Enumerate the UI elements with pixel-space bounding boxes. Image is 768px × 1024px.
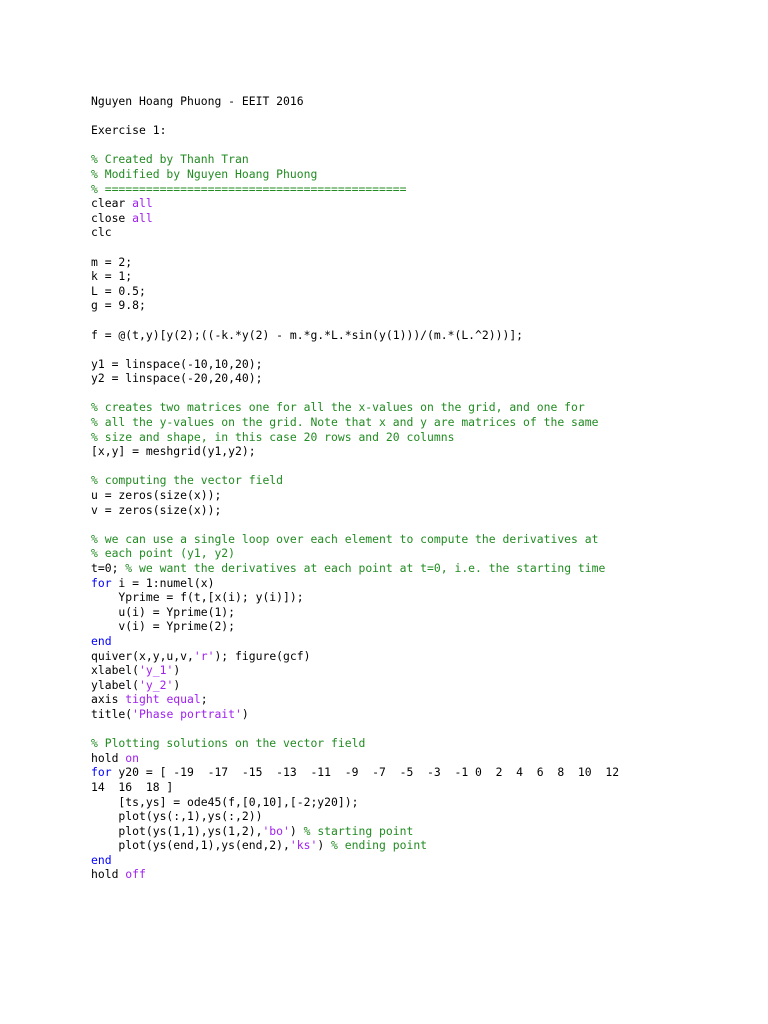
- code-token-plain: g = 9.8;: [91, 298, 146, 313]
- code-line: [91, 590, 731, 605]
- code-token-plain: ): [173, 677, 181, 692]
- code-token-plain: xlabel(: [91, 663, 140, 678]
- code-token-plain: 14 16 18 ]: [91, 779, 174, 794]
- code-token-keyword: end: [91, 852, 112, 867]
- code-line: [91, 765, 731, 780]
- code-token-comment: % each point (y1, y2): [91, 546, 236, 561]
- exercise-title: Exercise 1:: [91, 123, 167, 138]
- code-token-plain: y2 = linspace(-20,20,40);: [91, 371, 263, 386]
- code-line: [91, 678, 731, 693]
- code-token-string: 'y_1': [139, 663, 174, 678]
- code-token-plain: [x,y] = meshgrid(y1,y2);: [91, 444, 256, 459]
- code-token-comment: % Plotting solutions on the vector field: [91, 736, 366, 751]
- code-line: [91, 619, 731, 634]
- code-token-plain: ): [317, 838, 332, 853]
- code-line: [91, 663, 731, 678]
- code-token-plain: v = zeros(size(x));: [91, 502, 222, 517]
- code-line: [91, 605, 731, 620]
- code-line: [91, 342, 731, 357]
- author-line: Nguyen Hoang Phuong - EEIT 2016: [91, 94, 304, 108]
- code-token-plain: u = zeros(size(x));: [91, 488, 222, 503]
- code-line: [91, 225, 731, 240]
- code-line: [91, 371, 731, 386]
- code-token-plain: plot(ys(1,1),ys(1,2),: [91, 823, 263, 838]
- code-line: [91, 809, 731, 824]
- code-token-comment: % we can use a single loop over each element to compute the derivatives at: [91, 531, 599, 546]
- code-token-comment: % starting point: [303, 823, 414, 838]
- code-token-plain: [ts,ys] = ode45(f,[0,10],[-2;y20]);: [91, 794, 359, 809]
- code-line: [91, 313, 731, 328]
- code-token-plain: hold: [91, 867, 126, 882]
- code-line: [91, 152, 731, 167]
- code-token-plain: k = 1;: [91, 269, 133, 284]
- code-line: [91, 517, 731, 532]
- code-token-comment: % Created by Thanh Tran: [91, 152, 249, 167]
- code-token-plain: axis: [91, 692, 126, 707]
- code-token-plain: y1 = linspace(-10,10,20);: [91, 356, 263, 371]
- code-line: [91, 736, 731, 751]
- code-token-comment: % ending point: [331, 838, 428, 853]
- code-token-string: 'bo': [262, 823, 290, 838]
- code-line: [91, 357, 731, 372]
- code-line: [91, 430, 731, 445]
- code-token-plain: Yprime = f(t,[x(i); y(i)]);: [91, 590, 304, 605]
- code-token-plain: ): [289, 823, 304, 838]
- code-token-plain: i = 1:numel(x): [111, 575, 215, 590]
- code-listing: [91, 94, 731, 882]
- code-line: [91, 692, 731, 707]
- code-token-keyword: end: [91, 633, 112, 648]
- code-token-string: 'ks': [289, 838, 318, 853]
- code-token-plain: clear: [91, 196, 133, 211]
- code-token-plain: u(i) = Yprime(1);: [91, 604, 236, 619]
- code-line: [91, 211, 731, 226]
- code-token-plain: ;: [200, 692, 208, 707]
- code-token-keyword: for: [91, 575, 112, 590]
- code-line: [91, 255, 731, 270]
- code-line: [91, 167, 731, 182]
- code-line: [91, 182, 731, 197]
- code-line: [91, 576, 731, 591]
- code-line: [91, 634, 731, 649]
- blank-line: [91, 109, 731, 124]
- code-token-string: 'Phase portrait': [132, 706, 242, 721]
- code-line: [91, 649, 731, 664]
- code-line: [91, 459, 731, 474]
- code-token-plain: plot(ys(end,1),ys(end,2),: [91, 838, 290, 853]
- code-token-comment: % Modified by Nguyen Hoang Phuong: [91, 166, 318, 181]
- code-token-plain: title(: [91, 706, 133, 721]
- code-token-plain: y20 = [ -19 -17 -15 -13 -11 -9 -7 -5 -3 -1 0 2 4 6 8 10 12: [111, 765, 620, 780]
- code-body: [91, 152, 731, 882]
- code-line: [91, 795, 731, 810]
- code-token-string: all: [132, 210, 153, 225]
- code-line: [91, 284, 731, 299]
- code-token-plain: t=0;: [91, 561, 126, 575]
- code-line: [91, 722, 731, 737]
- code-token-plain: ylabel(: [91, 677, 140, 692]
- code-token-string: all: [132, 196, 153, 211]
- code-token-plain: L = 0.5;: [91, 283, 146, 298]
- code-line: [91, 546, 731, 561]
- code-token-comment: % computing the vector field: [91, 473, 284, 488]
- code-token-plain: hold: [91, 750, 126, 765]
- code-line: [91, 532, 731, 547]
- code-line: [91, 298, 731, 313]
- code-line: [91, 328, 731, 343]
- code-line: [91, 473, 731, 488]
- code-line: [91, 269, 731, 284]
- code-line: [91, 240, 731, 255]
- code-token-plain: quiver(x,y,u,v,: [91, 648, 194, 663]
- code-token-comment: % creates two matrices one for all the x-values on the grid, and one for: [91, 400, 585, 415]
- code-line: [91, 824, 731, 839]
- code-token-plain: plot(ys(:,1),ys(:,2)): [91, 809, 263, 824]
- code-token-string: 'r': [193, 648, 215, 663]
- code-line: [91, 386, 731, 401]
- code-line: [91, 196, 731, 211]
- code-token-string: on: [125, 750, 140, 765]
- code-token-comment: % size and shape, in this case 20 rows and 20 columns: [91, 429, 455, 444]
- code-token-comment: % ============================================: [91, 181, 407, 196]
- code-line: [91, 444, 731, 459]
- code-line: [91, 561, 731, 576]
- code-token-comment: % all the y-values on the grid. Note that x and y are matrices of the same: [91, 415, 599, 430]
- code-token-plain: ): [173, 663, 181, 678]
- code-token-plain: clc: [91, 225, 112, 240]
- code-token-plain: v(i) = Yprime(2);: [91, 619, 236, 634]
- code-line: [91, 838, 731, 853]
- code-line: [91, 415, 731, 430]
- code-token-plain: m = 2;: [91, 254, 133, 269]
- code-line: [91, 707, 731, 722]
- blank-line: [91, 138, 731, 153]
- code-line: [91, 853, 731, 868]
- code-token-plain: ); figure(gcf): [214, 648, 311, 663]
- code-line: [91, 488, 731, 503]
- code-token-string: 'y_2': [139, 677, 174, 692]
- code-token-string: tight equal: [125, 692, 201, 707]
- code-token-keyword: for: [91, 765, 112, 780]
- code-line: [91, 780, 731, 795]
- code-token-plain: close: [91, 210, 133, 225]
- code-token-plain: f = @(t,y)[y(2);((-k.*y(2) - m.*g.*L.*sin(y(1)))/(m.*(L.^2)))];: [91, 327, 524, 342]
- code-line: [91, 400, 731, 415]
- code-token-string: off: [125, 867, 146, 882]
- code-line: [91, 503, 731, 518]
- code-line: [91, 751, 731, 766]
- code-token-plain: ): [241, 706, 249, 721]
- code-line: [91, 867, 731, 882]
- code-token-comment: % we want the derivatives at each point at t=0, i.e. the starting time: [125, 561, 606, 575]
